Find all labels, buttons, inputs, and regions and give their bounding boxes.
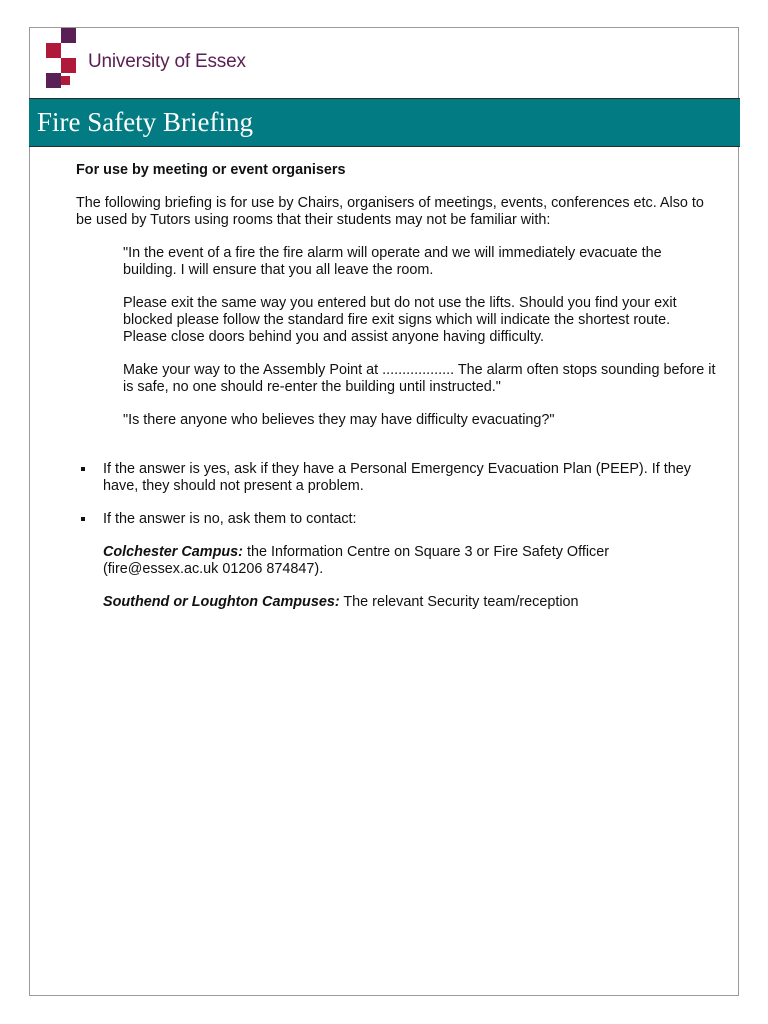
bullet-icon [81,517,85,521]
intro-paragraph: The following briefing is for use by Chairs, organisers of meetings, events, conferences etc. Also to be used by Tutors using rooms that their students may not be familiar with: [76,195,704,228]
list-item [76,461,716,495]
university-logo-icon [44,28,76,88]
title-banner [29,98,740,147]
list-item-text: If the answer is yes, ask if they have a Personal Emergency Evacuation Plan (PEEP). If they have, they should not present a problem. [103,461,691,494]
quote-paragraph: "In the event of a fire the fire alarm will operate and we will immediately evacuate the building. I will ensure that you all leave the room. [123,245,662,278]
quote-paragraph: Make your way to the Assembly Point at .................. The alarm often stops sounding before it is safe, no one should re-enter the building until instructed." [123,362,716,395]
campus-label: Colchester Campus: [103,544,243,560]
subheading: For use by meeting or event organisers [76,162,346,178]
list-item [76,511,716,611]
campus-contact-text: the Information Centre on Square 3 or Fire Safety Officer (fire@essex.ac.uk 01206 874847). [103,544,610,577]
quote-paragraph: "Is there anyone who believes they may have difficulty evacuating?" [123,412,555,428]
list-item-text: If the answer is no, ask them to contact: [103,511,357,527]
contact-southend-loughton [103,594,716,611]
page-title: Fire Safety Briefing [37,107,253,137]
quote-paragraph: Please exit the same way you entered but do not use the lifts. Should you find your exit blocked please follow the standard fire exit signs which will indicate the shortest route. Please close doors behind you and assist anyone having difficulty. [123,295,677,345]
campus-label: Southend or Loughton Campuses: [103,594,340,610]
university-logo-text: University of Essex [88,51,246,72]
instruction-list [76,461,716,611]
briefing-content [76,162,716,627]
campus-contact-text: The relevant Security team/reception [339,594,579,610]
bullet-icon [81,467,85,471]
contact-colchester [103,544,716,578]
briefing-script [123,245,716,429]
document-page [29,27,739,996]
